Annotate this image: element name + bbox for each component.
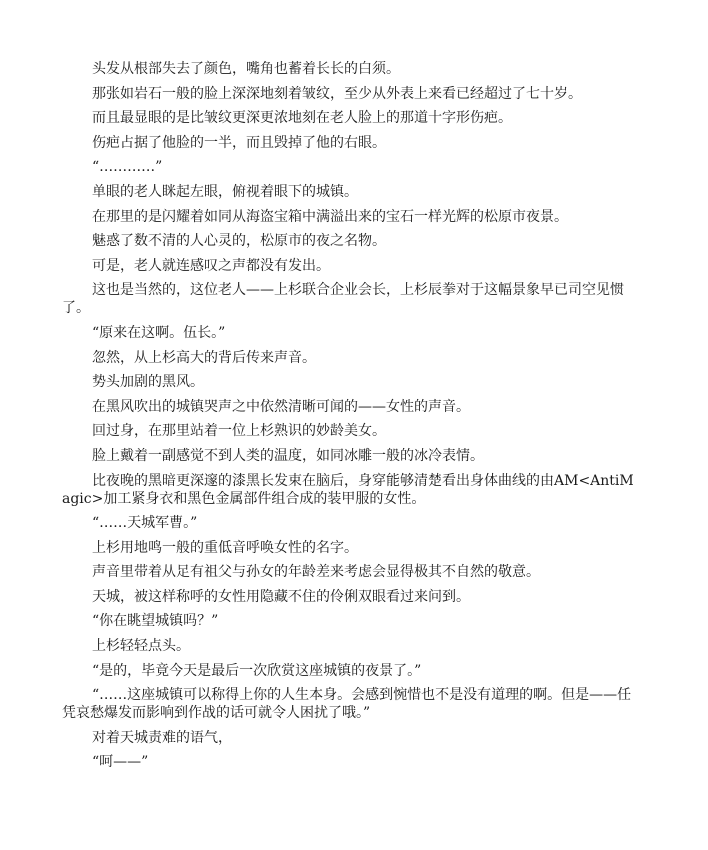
paragraph: 单眼的老人眯起左眼，俯视着眼下的城镇。 (92, 183, 358, 200)
paragraph: 势头加剧的黑风。 (92, 374, 204, 391)
paragraph: “你在眺望城镇吗？” (92, 613, 219, 630)
paragraph: 声音里带着从足有祖父与孙女的年龄差来考虑会显得极其不自然的敬意。 (92, 564, 540, 581)
paragraph: “……天城军曹。” (92, 515, 198, 532)
paragraph: 这也是当然的，这位老人——上杉联合企业会长，上杉辰拳对于这幅景象早已司空见惯了。 (62, 282, 624, 317)
paragraph: 对着天城责难的语气， (92, 729, 232, 746)
paragraph: “原来在这啊。伍长。” (92, 324, 226, 341)
paragraph: “……这座城镇可以称得上你的人生本身。会感到惋惜也不是没有道理的啊。但是——任凭哀愁爆发而影响到作战的话可就令人困扰了哦。” (62, 687, 632, 722)
paragraph: 那张如岩石一般的脸上深深地刻着皱纹，至少从外表上来看已经超过了七十岁。 (92, 85, 582, 102)
paragraph: 而且最显眼的是比皱纹更深更浓地刻在老人脸上的那道十字形伤疤。 (92, 110, 512, 127)
paragraph: 在黑风吹出的城镇哭声之中依然清晰可闻的——女性的声音。 (92, 398, 470, 415)
paragraph: 脸上戴着一副感觉不到人类的温度，如同冰雕一般的冰冷表情。 (92, 447, 484, 464)
paragraph: “…………” (92, 159, 163, 176)
paragraph: 伤疤占据了他脸的一半，而且毁掉了他的右眼。 (92, 134, 386, 151)
paragraph: “是的，毕竟今天是最后一次欣赏这座城镇的夜景了。” (92, 662, 422, 679)
paragraph: 在那里的是闪耀着如同从海盗宝箱中满溢出来的宝石一样光辉的松原市夜景。 (92, 208, 568, 225)
paragraph: 回过身，在那里站着一位上杉熟识的妙龄美女。 (92, 423, 386, 440)
paragraph: 忽然，从上杉高大的背后传来声音。 (92, 349, 316, 366)
paragraph: 天城，被这样称呼的女性用隐藏不住的伶俐双眼看过来问到。 (92, 588, 470, 605)
novel-text-body (62, 60, 640, 771)
paragraph: 可是，老人就连感叹之声都没有发出。 (92, 257, 330, 274)
paragraph: “呵——” (92, 754, 149, 771)
paragraph: 比夜晚的黑暗更深邃的漆黑长发束在脑后，身穿能够清楚看出身体曲线的由AM<AntiMagic>加工紧身衣和黑色金属部件组合成的装甲服的女性。 (62, 472, 634, 507)
paragraph: 头发从根部失去了颜色，嘴角也蓄着长长的白须。 (92, 61, 400, 77)
paragraph: 上杉用地鸣一般的重低音呼唤女性的名字。 (92, 539, 358, 556)
paragraph: 魅惑了数不清的人心灵的，松原市的夜之名物。 (92, 233, 386, 250)
paragraph: 上杉轻轻点头。 (92, 638, 190, 655)
